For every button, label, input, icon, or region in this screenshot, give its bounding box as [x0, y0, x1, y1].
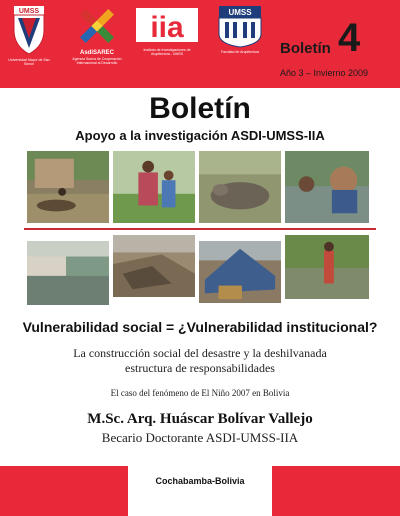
photo-tent-shelter [198, 240, 282, 304]
badge-number: 4 [338, 16, 361, 60]
description-line-1: La construcción social del desastre y la deshilvanada [73, 346, 327, 360]
photo-flooded-street [26, 240, 110, 306]
cover-author: M.Sc. Arq. Huáscar Bolívar Vallejo [87, 411, 313, 427]
umss-faculty-logo [212, 4, 268, 54]
iia-caption: Instituto de Investigaciones de Arquitectura - UMSS [143, 48, 191, 56]
asdi-sarec-logo [68, 4, 126, 65]
cover-thesis: Vulnerabilidad social = ¿Vulnerabilidad institucional? [22, 319, 378, 335]
iia-logo-text: iia [150, 11, 184, 44]
photo-woman-with-children [112, 150, 196, 224]
asdi-caption: Agencia Sueca de Cooperación Internacional al Desarrollo [72, 57, 122, 65]
photo-dead-cattle [198, 150, 282, 224]
iia-logo [136, 4, 198, 56]
photo-elderly-woman-water [284, 150, 370, 224]
badge-issue: Año 3 – Invierno 2009 [280, 68, 369, 78]
red-divider [24, 228, 376, 230]
description-line-2: estructura de responsabilidades [125, 361, 275, 375]
umss-caption: Universidad Mayor de San Simón [8, 58, 50, 66]
photo-collapsed-road [112, 234, 196, 298]
photo-flooded-house [26, 150, 110, 224]
umss-building-icon [217, 4, 263, 48]
cover-case: El caso del fenómeno de El Niño 2007 en Bolivia [110, 388, 290, 398]
cover-author-role: Becario Doctorante ASDI-UMSS-IIA [101, 430, 299, 445]
issue-badge [274, 8, 398, 82]
umss-faculty-text: UMSS [228, 8, 252, 17]
iia-logo-icon [136, 4, 198, 46]
umss-faculty-caption: Facultad de Arquitectura [221, 50, 259, 54]
photo-girl-by-river [284, 234, 370, 300]
footer-band-left [0, 466, 128, 516]
page-title: Boletín [149, 92, 251, 125]
cover-description [40, 346, 360, 376]
page-subtitle: Apoyo a la investigación ASDI-UMSS-IIA [75, 128, 325, 143]
badge-word: Boletín [280, 40, 331, 57]
footer-band-right [272, 466, 400, 516]
asdi-title: AsdiSAREC [79, 50, 114, 56]
umss-shield-logo [6, 4, 52, 66]
umss-shield-text: UMSS [18, 8, 40, 15]
asdi-pinwheel-icon [75, 4, 119, 48]
umss-shield-icon [12, 4, 46, 56]
cover-city: Cochabamba-Bolivia [155, 476, 245, 486]
